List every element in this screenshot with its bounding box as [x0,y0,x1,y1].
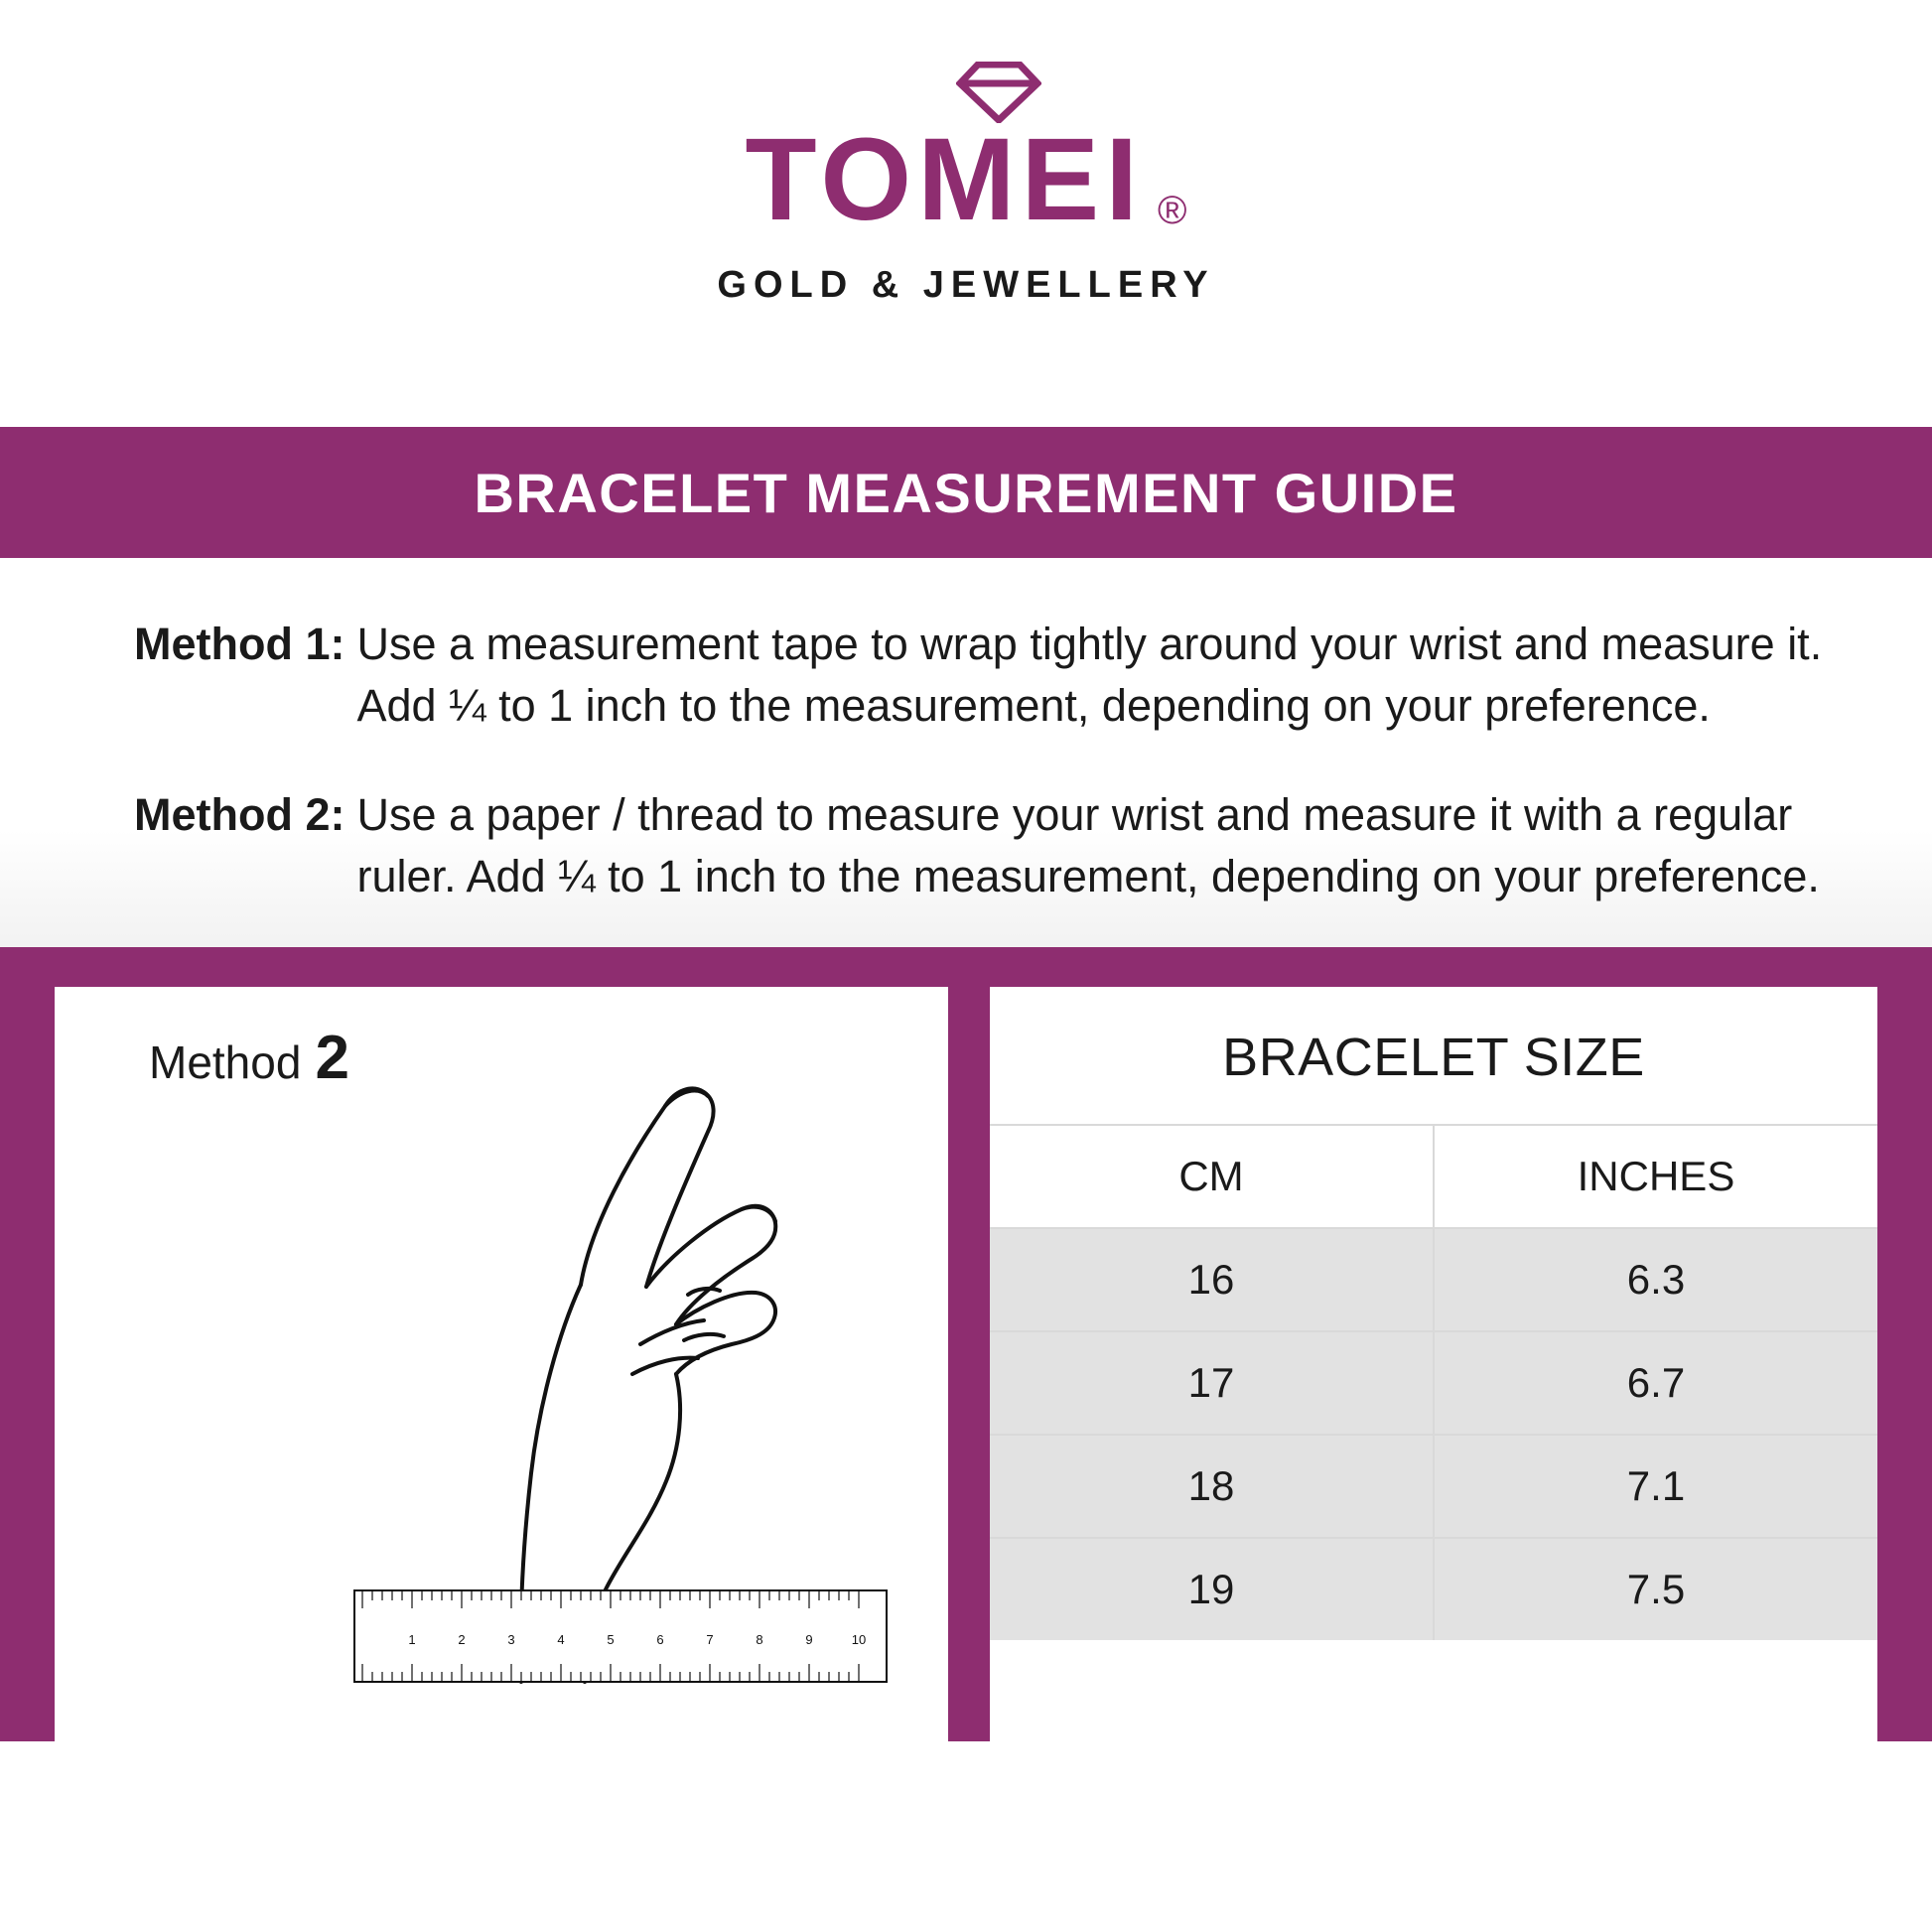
illustration-caption-word: Method [149,1036,302,1089]
method-1-label: Method 1: [134,619,345,669]
size-table-column-headers [990,1126,1877,1229]
bottom-panel [0,947,1932,1741]
ruler-tick-label: 7 [706,1632,714,1648]
brand-tagline: GOLD & JEWELLERY [717,263,1215,306]
cell-inches: 6.3 [1626,1256,1686,1304]
ruler-tick-label: 5 [607,1632,615,1648]
page-title: BRACELET MEASUREMENT GUIDE [474,461,1458,524]
cell-cm: 16 [990,1229,1435,1330]
cell-cm: 17 [990,1332,1435,1434]
table-row [990,1436,1877,1539]
brand-logo [717,113,1215,307]
bracelet-size-table [990,987,1877,1741]
illustration-caption-number: 2 [315,1024,349,1093]
table-row [990,1539,1877,1640]
logo-area [0,0,1932,427]
brand-name: TOMEI [745,113,1144,245]
method-1-text: Use a measurement tape to wrap tightly around your wrist and measure it. Add ¼ to 1 inch to the measurement, depending on your preference. [356,619,1823,732]
diamond-icon [956,62,1041,123]
table-row [990,1332,1877,1436]
illustration-card [55,987,948,1741]
table-row [990,1229,1877,1332]
method-2-label: Method 2: [134,789,345,841]
ruler-illustration [352,1588,889,1684]
cell-cm: 19 [990,1539,1435,1640]
ruler-tick-label: 9 [805,1632,813,1648]
ruler-tick-label: 6 [656,1632,664,1648]
cell-cm: 18 [990,1436,1435,1537]
ruler-tick-label: 2 [458,1632,466,1648]
ruler-tick-label: 1 [408,1632,416,1648]
title-bar [0,427,1932,558]
ruler-tick-label: 10 [851,1632,867,1648]
cell-inches: 6.7 [1626,1359,1686,1407]
registered-mark: ® [1158,188,1187,232]
ruler-tick-label: 3 [507,1632,515,1648]
ruler-tick-label: 8 [756,1632,763,1648]
column-header-inches: INCHES [1577,1153,1735,1200]
method-2-row [0,784,1932,907]
brand-row [717,113,1214,245]
cell-inches: 7.5 [1626,1566,1686,1613]
size-table-heading: BRACELET SIZE [990,987,1877,1126]
ruler-tick-label: 4 [557,1632,565,1648]
column-header-cm: CM [990,1126,1435,1227]
methods-section [0,558,1932,947]
method-1-row [0,614,1932,737]
cell-inches: 7.1 [1626,1462,1686,1510]
method-2-text: Use a paper / thread to measure your wrist and measure it with a regular ruler. Add ¼ to 1 inch to the measurement, depending on your preference. [356,789,1820,902]
